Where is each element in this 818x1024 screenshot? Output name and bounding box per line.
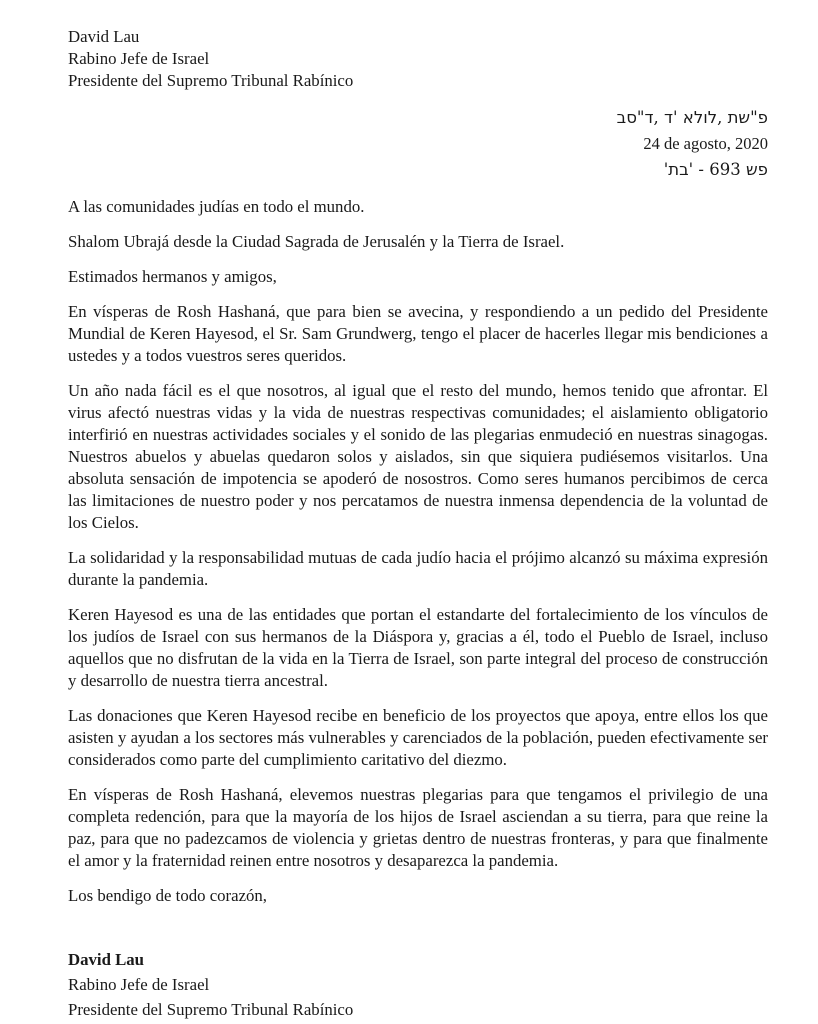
body-paragraph-4: Keren Hayesod es una de las entidades que portan el estandarte del fortalecimiento de los vínculos de los judíos de Israel con sus hermanos de la Diáspora y, gracias a él, todo el Pueblo de Israel, incluso aquellos que no disfrutan de la vida en la Tierra de Israel, son parte integral del proceso de construcción y desarrollo de nuestra tierra ancestral. bbox=[68, 605, 768, 690]
date-block bbox=[68, 105, 768, 183]
gregorian-date: 24 de agosto, 2020 bbox=[643, 134, 768, 153]
letterhead bbox=[68, 26, 768, 92]
recipient-line: A las comunidades judías en todo el mundo. bbox=[68, 197, 365, 216]
signature-block bbox=[68, 947, 768, 1022]
body-paragraph-5: Las donaciones que Keren Hayesod recibe en beneficio de los proyectos que apoya, entre ellos los que asisten y ayudan a los sectores más vulnerables y carenciados de la población, pueden efectivamente ser considerados como parte del cumplimiento caritativo del diezmo. bbox=[68, 706, 768, 769]
letterhead-title-1: Rabino Jefe de Israel bbox=[68, 49, 210, 68]
hebrew-date: בס"ד, ד' אלול, תש"פ bbox=[616, 108, 768, 127]
salutation-line: Estimados hermanos y amigos, bbox=[68, 267, 277, 286]
body-paragraph-1: En vísperas de Rosh Hashaná, que para bien se avecina, y respondiendo a un pedido del Presidente Mundial de Keren Hayesod, el Sr. Sam Grundwerg, tengo el placer de hacerles llegar mis bendiciones a ustedes y a todos vuestros seres queridos. bbox=[68, 302, 768, 365]
body-paragraph-2: Un año nada fácil es el que nosotros, al igual que el resto del mundo, hemos tenido que afrontar. El virus afectó nuestras vidas y la vida de nuestras respectivas comunidades; el aislamiento obligatorio interfirió en nuestras actividades sociales y el sonido de las plegarias enmudeció en nuestras sinagogas. Nuestros abuelos y abuelas quedaron solos y aislados, sin que siquiera pudiésemos visitarlos. Una absoluta sensación de impotencia se apoderó de nosostros. Como seres humanos percibimos de cerca las limitaciones de nuestro poder y nos percatamos de nuestra inmensa dependencia de la voluntad de los Cielos. bbox=[68, 381, 768, 532]
reference-number: 'תב' - 693 שפ bbox=[663, 160, 768, 179]
valediction: Los bendigo de todo corazón, bbox=[68, 886, 267, 905]
body-paragraph-3: La solidaridad y la responsabilidad mutuas de cada judío hacia el prójimo alcanzó su máxima expresión durante la pandemia. bbox=[68, 548, 768, 589]
body-paragraph-6: En vísperas de Rosh Hashaná, elevemos nuestras plegarias para que tengamos el privilegio de una completa redención, para que la mayoría de los hijos de Israel asciendan a su tierra, para que reine la paz, para que no padezcamos de violencia y grietas dentro de nuestras fronteras, y para que finalmente el amor y la fraternidad reinen entre nosotros y desaparezca la pandemia. bbox=[68, 785, 768, 870]
greeting-line: Shalom Ubrajá desde la Ciudad Sagrada de Jerusalén y la Tierra de Israel. bbox=[68, 232, 565, 251]
signature-title-1: Rabino Jefe de Israel bbox=[68, 975, 210, 994]
letterhead-name: David Lau bbox=[68, 27, 140, 46]
letterhead-title-2: Presidente del Supremo Tribunal Rabínico bbox=[68, 71, 354, 90]
signature-title-2: Presidente del Supremo Tribunal Rabínico bbox=[68, 1000, 354, 1019]
signature-name: David Lau bbox=[68, 950, 145, 969]
